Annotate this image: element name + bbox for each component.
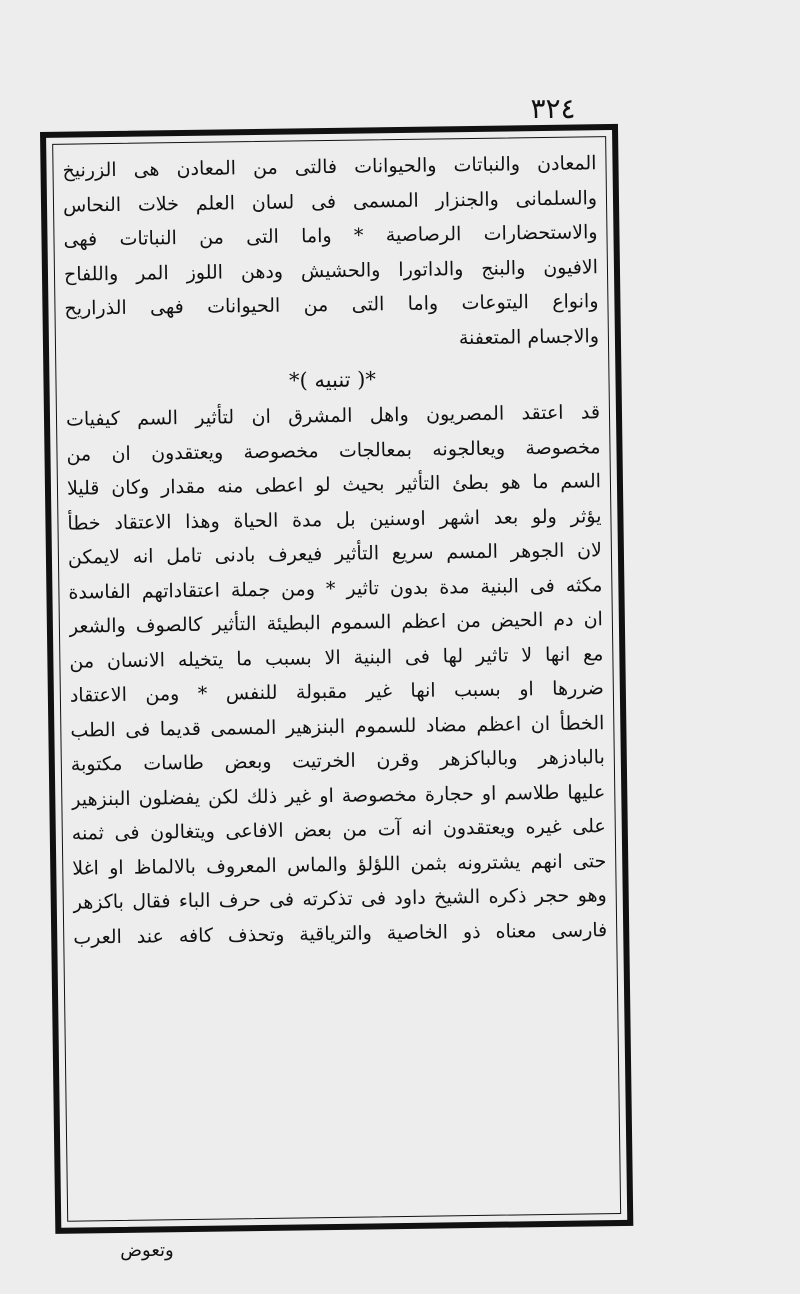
- text-line: والاستحضارات الرصاصية * واما التى من النباتات فهى: [63, 221, 598, 251]
- paragraph-line: الخطأ ان اعظم مضاد للسموم البنزهير المسمى قديما فى الطب: [70, 711, 605, 742]
- text-line: الافيون والبنج والداتورا والحشيش ودهن اللوز المر واللفاح: [63, 255, 599, 286]
- paragraph-line: مكثه فى البنية مدة بدون تاثير * ومن جملة اعتقاداتهم الفاسدة: [68, 573, 603, 604]
- text-line: المعادن والنباتات والحيوانات فالتى من المعادن هى الزرنيخ: [62, 152, 597, 182]
- paragraph-line: مع انها لا تاثير لها فى البنية الا بسبب ما يتخيله الانسان من: [69, 642, 604, 673]
- text-block: [62, 146, 611, 1215]
- text-line: وانواع اليتوعات واما التى من الحيوانات فهى الذراريح: [64, 290, 599, 320]
- paragraph-line: ان دم الحيض من اعظم السموم البطيئة التأثير كالصوف والشعر: [68, 608, 604, 638]
- paragraph-line: حتى انهم يشترونه بثمن اللؤلؤ والماس المعروف بالالماظ او اغلا: [72, 849, 607, 880]
- paragraph-line: يؤثر ولو بعد اشهر اوسنين بل مدة الحياة وهذا الاعتقاد خطأ: [67, 504, 602, 535]
- paragraph-line: ضررها او بسبب انها غير مقبولة للنفس * ومن الاعتقاد: [69, 677, 604, 707]
- paragraph-line: عليها طلاسم او حجارة مخصوصة او غير ذلك لكن يفضلون البنزهير: [71, 780, 606, 811]
- paragraph-line: وهو حجر ذكره الشيخ داود فى تذكرته فى حرف الباء فقال باكزهر: [72, 884, 607, 914]
- paragraph-line: قد اعتقد المصريون واهل المشرق ان لتأثير السم كيفيات: [65, 401, 601, 431]
- paragraph-line: مخصوصة ويعالجونه بمعالجات مخصوصة ويعتقدون ان من: [66, 435, 601, 466]
- text-line: والسلمانى والجنزار المسمى فى لسان العلم خلات النحاس: [62, 186, 598, 217]
- paragraph-line: على غيره ويعتقدون انه آت من بعض الافاعى ويتغالون فى ثمنه: [71, 815, 606, 845]
- section-heading: *( تنبيه )*: [288, 367, 377, 393]
- text-frame: [40, 124, 633, 1234]
- page-number: ٣٢٤: [530, 92, 576, 125]
- paragraph-line: فارسى معناه ذو الخاصية والترياقية وتحذف كافه عند العرب: [73, 918, 608, 949]
- paragraph-line: السم ما هو بطئ التأثير بحيث لو اعطى منه مقدار وكان قليلا: [66, 470, 602, 500]
- paragraph-line: بالبادزهر وبالباكزهر وقرن الخرتيت وبعض طاسات مكتوبة: [70, 746, 605, 776]
- paragraph-line: لان الجوهر المسم سريع التأثير فيعرف بادنى تامل انه لايمكن: [67, 539, 603, 569]
- catchword: وتعوض: [120, 1240, 174, 1261]
- text-line: والاجسام المتعفنة: [458, 324, 600, 349]
